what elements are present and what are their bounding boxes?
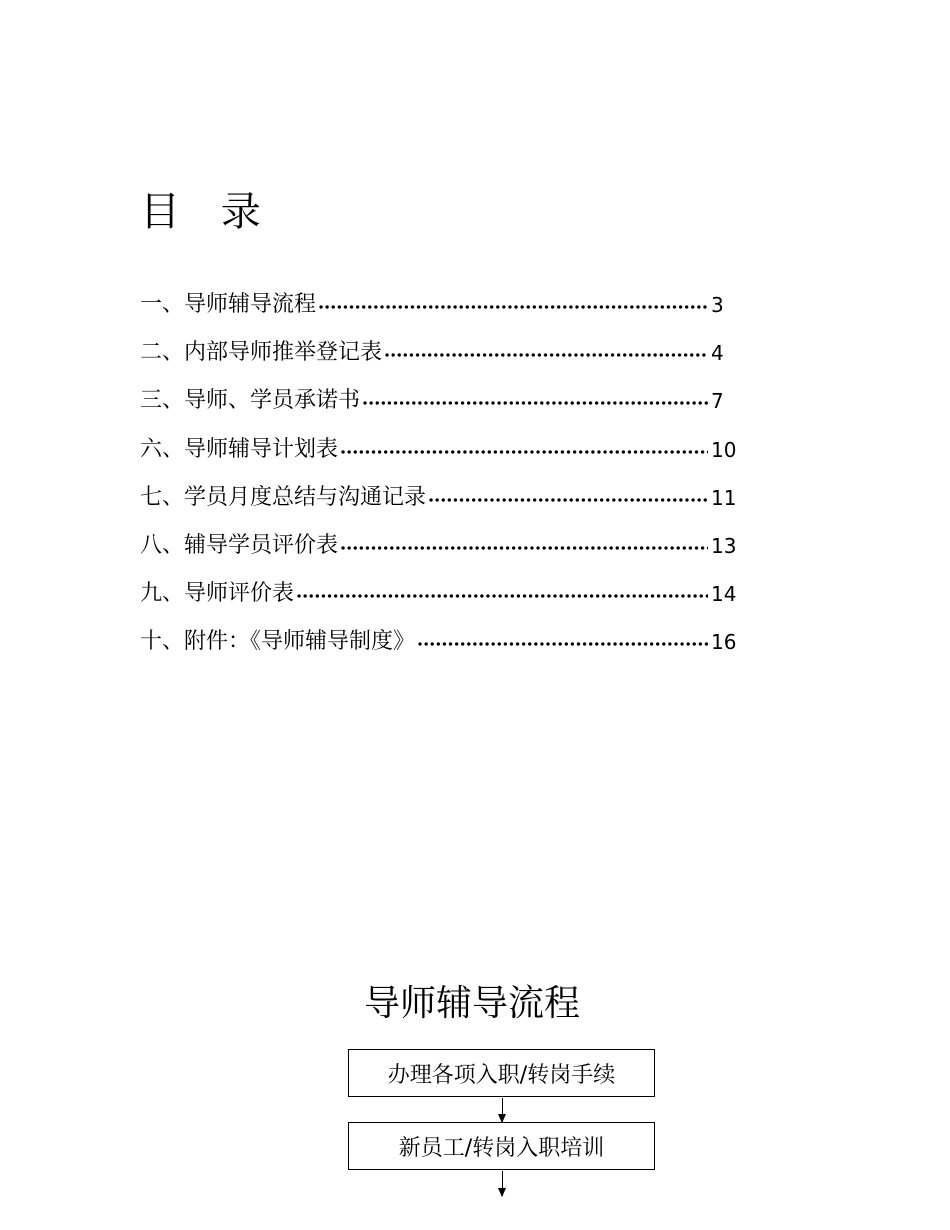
toc-entry[interactable] <box>140 570 760 618</box>
toc-entry-label: 二、内部导师推举登记表 <box>140 340 383 366</box>
toc-entry[interactable] <box>140 377 760 425</box>
toc-entry-page: 3 <box>711 293 724 318</box>
table-of-contents <box>140 281 760 667</box>
toc-dot-leader <box>417 642 708 646</box>
toc-dot-leader <box>340 450 708 454</box>
toc-entry-page: 7 <box>711 389 724 414</box>
toc-dot-leader <box>362 401 708 405</box>
toc-entry-label: 三、导师、学员承诺书 <box>140 388 361 414</box>
toc-title: 目 录 <box>140 189 275 235</box>
toc-entry[interactable] <box>140 474 760 522</box>
toc-entry[interactable] <box>140 522 760 570</box>
toc-entry[interactable] <box>140 426 760 474</box>
flow-step-label: 新员工/转岗入职培训 <box>398 1135 605 1161</box>
toc-entry-label: 八、辅导学员评价表 <box>140 533 339 559</box>
toc-entry[interactable] <box>140 281 760 329</box>
toc-dot-leader <box>428 498 708 502</box>
toc-dot-leader <box>340 546 708 550</box>
toc-entry-page: 11 <box>711 485 737 510</box>
toc-entry-page: 16 <box>711 630 737 655</box>
toc-entry-label: 七、学员月度总结与沟通记录 <box>140 484 427 510</box>
flow-step-label: 办理各项入职/转岗手续 <box>387 1062 616 1088</box>
toc-entry-label: 一、导师辅导流程 <box>140 292 317 318</box>
toc-entry-page: 10 <box>711 437 737 462</box>
toc-entry-page: 4 <box>711 341 724 366</box>
toc-entry[interactable] <box>140 329 760 377</box>
toc-entry-label: 九、导师评价表 <box>140 581 295 607</box>
toc-entry-page: 13 <box>711 534 737 559</box>
toc-entry-label: 六、导师辅导计划表 <box>140 436 339 462</box>
toc-entry[interactable] <box>140 618 760 666</box>
toc-entry-label: 十、附件：《导师辅导制度》 <box>140 629 416 655</box>
toc-dot-leader <box>318 305 708 309</box>
toc-dot-leader <box>384 353 708 357</box>
flow-step-onboarding-procedures <box>348 1049 655 1097</box>
flow-arrow-down <box>502 1098 503 1122</box>
toc-dot-leader <box>296 594 708 598</box>
flowchart-title: 导师辅导流程 <box>364 983 581 1024</box>
flow-arrow-down <box>502 1171 503 1196</box>
flow-step-onboarding-training <box>348 1122 655 1170</box>
toc-entry-page: 14 <box>711 582 737 607</box>
